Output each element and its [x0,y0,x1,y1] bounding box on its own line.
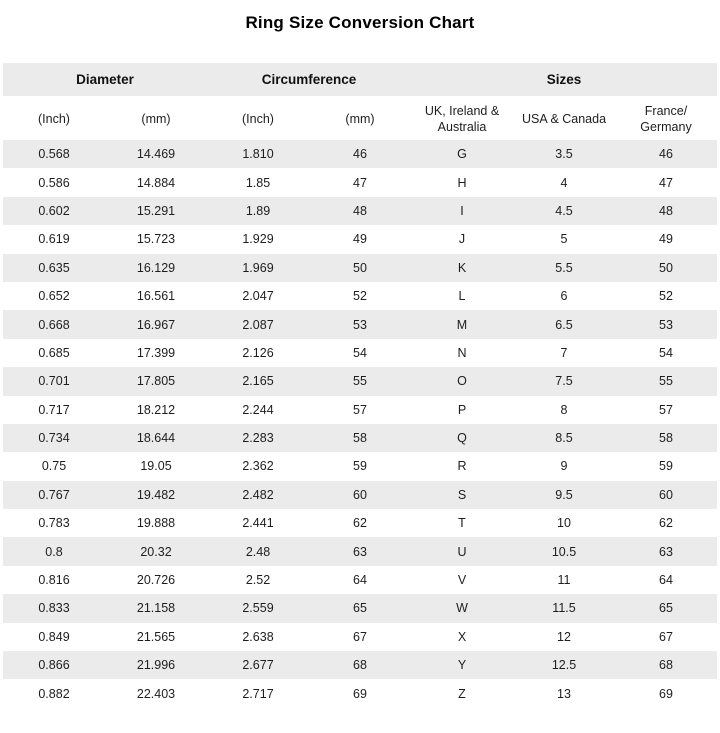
table-row [3,140,717,168]
table-cell: 53 [309,310,411,338]
table-cell: 19.482 [105,481,207,509]
table-cell: 64 [353,573,367,588]
table-cell: 58 [309,424,411,452]
table-cell: U [411,537,513,565]
table-cell: L [458,289,466,304]
table-header [3,63,717,140]
table-row [3,651,717,679]
table-cell: 0.767 [3,481,105,509]
table-row [3,452,717,480]
group-header-row [3,63,717,98]
table-cell: 16.561 [136,289,176,304]
table-cell: 12.5 [513,651,615,679]
table-cell: 2.244 [242,402,274,417]
ring-size-conversion-table [3,63,717,708]
table-cell: 0.652 [38,289,70,304]
table-cell: 10.5 [513,537,615,565]
table-cell: 46 [309,140,411,168]
table-row [3,594,717,622]
table-row [3,310,717,338]
table-cell: 67 [353,629,367,644]
column-header-circumference-mm: (mm) [309,98,411,141]
table-cell: 2.482 [207,481,309,509]
table-row [3,282,717,310]
table-cell: 18.644 [105,424,207,452]
table-cell: 69 [353,686,367,701]
table-cell: 2.717 [242,686,274,701]
table-cell: 46 [615,140,717,168]
table-cell: 0.586 [38,175,70,190]
table-cell: 0.8 [3,537,105,565]
table-cell: 2.559 [207,594,309,622]
table-cell: 53 [615,310,717,338]
table-cell: 12 [557,629,571,644]
table-cell: 9.5 [513,481,615,509]
table-cell: 65 [615,594,717,622]
table-row [3,339,717,367]
table-cell: 0.619 [38,232,70,247]
table-cell: 68 [309,651,411,679]
table-cell: 8 [560,402,568,417]
table-cell: 6 [560,289,568,304]
table-cell: 2.48 [207,537,309,565]
table-cell: 14.469 [105,140,207,168]
table-cell: 2.362 [242,459,274,474]
table-cell: 63 [615,537,717,565]
table-cell: 0.783 [38,516,70,531]
table-cell: 0.816 [38,573,70,588]
table-cell: 22.403 [136,686,176,701]
table-cell: 0.635 [3,254,105,282]
table-cell: 0.849 [38,629,70,644]
table-row [3,396,717,424]
table-cell: 21.158 [105,594,207,622]
table-cell: 11.5 [513,594,615,622]
table-cell: 59 [353,459,367,474]
table-cell: 0.75 [41,459,67,474]
table-cell: 67 [659,629,673,644]
table-row [3,679,717,707]
table-cell: N [457,345,467,360]
table-cell: 16.967 [105,310,207,338]
table-cell: 9 [560,459,568,474]
table-cell: 8.5 [513,424,615,452]
table-row [3,623,717,651]
table-cell: 14.884 [136,175,176,190]
table-cell: P [457,402,467,417]
table-cell: 19.888 [136,516,176,531]
table-cell: K [411,254,513,282]
table-cell: 48 [615,197,717,225]
table-cell: 55 [615,367,717,395]
table-cell: 19.05 [140,459,172,474]
table-cell: Z [458,686,466,701]
table-cell: 54 [353,345,367,360]
table-cell: 2.126 [242,345,274,360]
table-cell: 0.568 [3,140,105,168]
table-cell: 21.996 [105,651,207,679]
table-row [3,197,717,225]
ring-size-table-container [3,63,717,708]
table-cell: 57 [659,402,673,417]
column-header-usa-canada: USA & Canada [513,98,615,141]
table-row [3,367,717,395]
table-cell: 21.565 [136,629,176,644]
table-cell: 7.5 [513,367,615,395]
table-cell: 20.726 [136,573,176,588]
table-cell: T [458,516,466,531]
table-cell: 63 [309,537,411,565]
table-cell: 15.723 [136,232,176,247]
table-cell: V [457,573,467,588]
table-cell: 1.810 [207,140,309,168]
table-cell: 1.929 [242,232,274,247]
column-header-france-germany: France/ Germany [615,98,717,141]
table-row [3,424,717,452]
table-cell: 7 [560,345,568,360]
table-row [3,225,717,253]
column-header-uk-ireland-australia: UK, Ireland & Australia [411,98,513,141]
column-header-row [3,98,717,141]
table-cell: 2.677 [207,651,309,679]
table-cell: 52 [659,289,673,304]
table-cell: 15.291 [105,197,207,225]
table-cell: 0.685 [38,345,70,360]
table-cell: 69 [659,686,673,701]
table-cell: 65 [309,594,411,622]
table-row [3,481,717,509]
table-cell: 57 [353,402,367,417]
table-cell: 0.866 [3,651,105,679]
group-header-diameter: Diameter [3,63,207,98]
table-cell: 54 [659,345,673,360]
table-row [3,168,717,196]
table-cell: R [457,459,467,474]
column-header-diameter-inch: (Inch) [3,98,105,141]
table-body [3,140,717,708]
table-cell: 1.969 [207,254,309,282]
table-cell: 20.32 [105,537,207,565]
table-cell: H [457,175,467,190]
table-row [3,566,717,594]
table-cell: 2.52 [245,573,271,588]
table-cell: 3.5 [513,140,615,168]
table-cell: 1.85 [245,175,271,190]
table-cell: 58 [615,424,717,452]
table-cell: 68 [615,651,717,679]
table-cell: 64 [659,573,673,588]
table-cell: 0.602 [3,197,105,225]
table-cell: 0.668 [3,310,105,338]
table-cell: 4.5 [513,197,615,225]
table-cell: 1.89 [207,197,309,225]
table-cell: 2.638 [242,629,274,644]
table-cell: 48 [309,197,411,225]
table-cell: 11 [557,573,571,588]
table-cell: 59 [659,459,673,474]
table-cell: 0.833 [3,594,105,622]
table-cell: Y [411,651,513,679]
table-cell: 2.283 [207,424,309,452]
table-cell: 5.5 [513,254,615,282]
table-cell: 6.5 [513,310,615,338]
table-cell: X [457,629,467,644]
table-cell: 2.165 [207,367,309,395]
table-row [3,509,717,537]
table-cell: 60 [615,481,717,509]
table-cell: 49 [659,232,673,247]
table-cell: J [458,232,466,247]
table-cell: 50 [615,254,717,282]
table-cell: 0.734 [3,424,105,452]
table-cell: Q [411,424,513,452]
table-cell: 62 [659,516,673,531]
table-cell: 17.399 [136,345,176,360]
table-cell: 50 [309,254,411,282]
table-cell: 5 [560,232,568,247]
table-row [3,254,717,282]
column-header-circumference-inch: (Inch) [207,98,309,141]
table-cell: 0.882 [38,686,70,701]
table-cell: 52 [353,289,367,304]
column-header-diameter-mm: (mm) [105,98,207,141]
table-cell: 10 [557,516,571,531]
table-cell: O [411,367,513,395]
table-cell: 55 [309,367,411,395]
table-cell: 2.441 [242,516,274,531]
table-cell: M [411,310,513,338]
table-cell: 0.717 [38,402,70,417]
table-cell: W [411,594,513,622]
table-cell: 60 [309,481,411,509]
table-cell: 49 [353,232,367,247]
group-header-sizes: Sizes [411,63,717,98]
table-cell: 2.047 [242,289,274,304]
table-cell: 4 [560,175,568,190]
table-cell: G [411,140,513,168]
table-cell: 2.087 [207,310,309,338]
table-row [3,537,717,565]
table-cell: 18.212 [136,402,176,417]
table-cell: S [411,481,513,509]
table-cell: 0.701 [3,367,105,395]
table-cell: 47 [353,175,367,190]
page-title: Ring Size Conversion Chart [245,13,475,32]
table-cell: 47 [659,175,673,190]
table-cell: 16.129 [105,254,207,282]
table-cell: I [411,197,513,225]
table-cell: 13 [557,686,571,701]
group-header-circumference: Circumference [207,63,411,98]
table-cell: 17.805 [105,367,207,395]
table-cell: 62 [353,516,367,531]
